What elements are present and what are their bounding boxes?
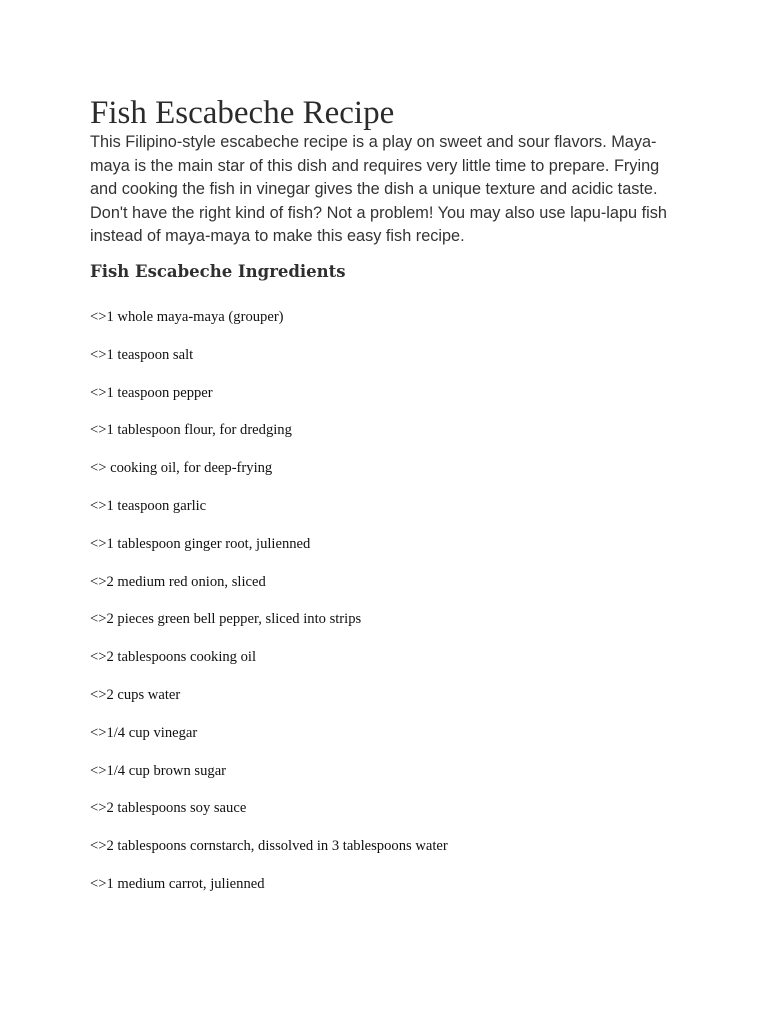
ingredient-item: <>2 tablespoons soy sauce [90,800,247,817]
ingredient-item: <>1 tablespoon flour, for dredging [90,422,292,439]
ingredients-list [90,307,448,912]
ingredient-item: <>2 medium red onion, sliced [90,573,266,590]
ingredients-heading: Fish Escabeche Ingredients [90,262,346,281]
ingredient-item: <>2 pieces green bell pepper, sliced into strips [90,611,362,628]
ingredient-item: <>1/4 cup vinegar [90,724,198,741]
ingredient-item: <>1/4 cup brown sugar [90,762,227,779]
ingredient-item: <>1 medium carrot, julienned [90,875,265,892]
ingredient-item: <>1 teaspoon salt [90,346,194,363]
ingredient-item: <>2 tablespoons cornstarch, dissolved in 3 tablespoons water [90,838,448,855]
ingredient-item: <>1 tablespoon ginger root, julienned [90,535,311,552]
intro-paragraph: This Filipino-style escabeche recipe is a play on sweet and sour flavors. Maya-maya is the main star of this dish and requires very little time to prepare. Frying and cooking the fish in vinegar gives the dish a unique texture and acidic taste. Don't have the right kind of fish? Not a problem! You may also use lapu-lapu fish instead of maya-maya to make this easy fish recipe. [90,133,667,245]
ingredient-item: <> cooking oil, for deep-frying [90,460,273,477]
ingredient-item: <>1 teaspoon garlic [90,497,207,514]
ingredient-item: <>1 whole maya-maya (grouper) [90,309,284,325]
ingredient-item: <>2 tablespoons cooking oil [90,649,257,666]
page-title: Fish Escabeche Recipe [90,95,395,131]
ingredient-item: <>2 cups water [90,686,181,703]
ingredient-item: <>1 teaspoon pepper [90,384,213,401]
document-page [90,95,690,892]
